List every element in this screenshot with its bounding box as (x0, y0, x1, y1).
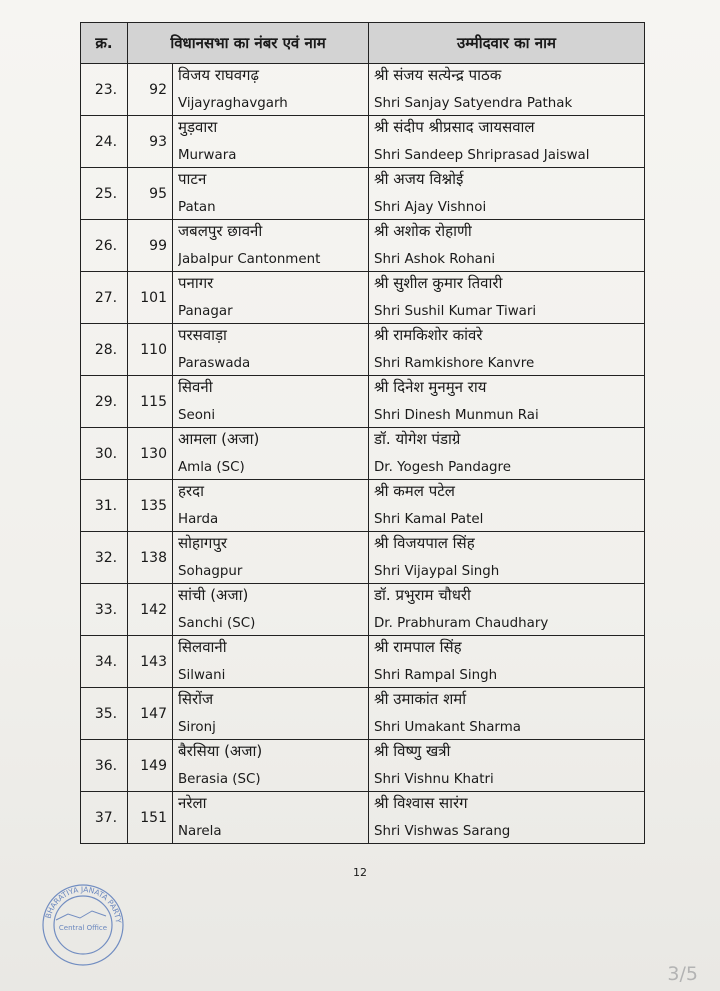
constituency-cell (173, 64, 369, 116)
constituency-name-english: Berasia (SC) (178, 772, 261, 787)
candidate-name-english: Dr. Yogesh Pandagre (374, 460, 511, 475)
constituency-name-english: Paraswada (178, 356, 251, 371)
constituency-name-hindi: नरेला (178, 794, 207, 812)
constituency-name-hindi: मुड़वारा (178, 118, 218, 136)
candidate-name-english: Shri Dinesh Munmun Rai (374, 408, 539, 423)
svg-text:Central Office: Central Office (58, 924, 108, 932)
candidate-name-hindi: श्री विश्वास सारंग (374, 794, 468, 812)
table-row (81, 376, 645, 428)
constituency-name-hindi: हरदा (178, 482, 204, 500)
header-candidate: उम्मीदवार का नाम (369, 23, 645, 64)
candidate-name-english: Shri Ramkishore Kanvre (374, 356, 535, 371)
candidate-cell (369, 376, 645, 428)
candidate-cell (369, 480, 645, 532)
candidate-cell (369, 688, 645, 740)
candidate-cell (369, 220, 645, 272)
candidate-cell (369, 428, 645, 480)
candidate-name-hindi: श्री सुशील कुमार तिवारी (374, 274, 503, 292)
candidate-table (80, 22, 645, 844)
table-row (81, 792, 645, 844)
constituency-name-english: Sohagpur (178, 564, 243, 579)
serial-number: 27. (81, 272, 128, 324)
constituency-name-english: Vijayraghavgarh (178, 96, 288, 111)
constituency-name-english: Panagar (178, 304, 233, 319)
serial-number: 23. (81, 64, 128, 116)
constituency-number: 99 (128, 220, 173, 272)
constituency-number: 138 (128, 532, 173, 584)
candidate-name-english: Shri Ashok Rohani (374, 252, 496, 267)
constituency-cell (173, 116, 369, 168)
constituency-cell (173, 428, 369, 480)
serial-number: 35. (81, 688, 128, 740)
candidate-cell (369, 64, 645, 116)
constituency-name-english: Sanchi (SC) (178, 616, 256, 631)
constituency-number: 149 (128, 740, 173, 792)
constituency-name-hindi: सोहागपुर (178, 534, 227, 552)
constituency-number: 143 (128, 636, 173, 688)
serial-number: 28. (81, 324, 128, 376)
candidate-cell (369, 584, 645, 636)
constituency-number: 93 (128, 116, 173, 168)
constituency-name-hindi: बैरसिया (अजा) (178, 742, 263, 760)
candidate-name-hindi: श्री उमाकांत शर्मा (374, 690, 467, 708)
constituency-name-english: Sironj (178, 720, 216, 735)
table-row (81, 116, 645, 168)
candidate-name-hindi: श्री दिनेश मुनमुन राय (374, 378, 487, 396)
candidate-name-english: Shri Rampal Singh (374, 668, 498, 683)
constituency-number: 135 (128, 480, 173, 532)
serial-number: 32. (81, 532, 128, 584)
serial-number: 24. (81, 116, 128, 168)
constituency-name-hindi: आमला (अजा) (178, 430, 260, 448)
candidate-cell (369, 324, 645, 376)
candidate-name-english: Shri Vijaypal Singh (374, 564, 500, 579)
constituency-name-hindi: सिवनी (178, 378, 213, 396)
constituency-name-hindi: विजय राघवगढ़ (178, 66, 259, 84)
table-row (81, 688, 645, 740)
constituency-cell (173, 168, 369, 220)
candidate-name-english: Shri Sanjay Satyendra Pathak (374, 96, 573, 111)
candidate-cell (369, 636, 645, 688)
table-row (81, 480, 645, 532)
candidate-name-english: Shri Kamal Patel (374, 512, 484, 527)
constituency-cell (173, 584, 369, 636)
svg-text:BHARATIYA JANATA PARTY: BHARATIYA JANATA PARTY (43, 884, 123, 924)
constituency-name-hindi: परसवाड़ा (178, 326, 227, 344)
constituency-number: 95 (128, 168, 173, 220)
serial-number: 36. (81, 740, 128, 792)
constituency-name-english: Narela (178, 824, 222, 839)
candidate-name-hindi: श्री विजयपाल सिंह (374, 534, 475, 552)
serial-number: 37. (81, 792, 128, 844)
table-row (81, 428, 645, 480)
candidate-name-english: Shri Umakant Sharma (374, 720, 521, 735)
constituency-number: 130 (128, 428, 173, 480)
table-row (81, 64, 645, 116)
constituency-name-english: Seoni (178, 408, 216, 423)
candidate-name-english: Shri Sushil Kumar Tiwari (374, 304, 537, 319)
constituency-cell (173, 636, 369, 688)
table-row (81, 324, 645, 376)
serial-number: 31. (81, 480, 128, 532)
constituency-cell (173, 272, 369, 324)
constituency-cell (173, 376, 369, 428)
candidate-name-hindi: श्री कमल पटेल (374, 482, 455, 500)
constituency-cell (173, 324, 369, 376)
constituency-number: 92 (128, 64, 173, 116)
candidate-name-hindi: श्री रामकिशोर कांवरे (374, 326, 483, 344)
serial-number: 30. (81, 428, 128, 480)
party-seal-stamp (38, 880, 128, 970)
table-row (81, 272, 645, 324)
constituency-number: 101 (128, 272, 173, 324)
candidate-name-hindi: श्री विष्णु खत्री (374, 742, 451, 760)
table-row (81, 220, 645, 272)
candidate-name-hindi: डॉ. योगेश पंडाग्रे (374, 430, 461, 448)
constituency-cell (173, 792, 369, 844)
table-row (81, 532, 645, 584)
constituency-cell (173, 532, 369, 584)
constituency-cell (173, 220, 369, 272)
serial-number: 34. (81, 636, 128, 688)
candidate-name-english: Shri Sandeep Shriprasad Jaiswal (374, 148, 590, 163)
constituency-name-hindi: सांची (अजा) (178, 586, 249, 604)
constituency-name-english: Silwani (178, 668, 226, 683)
constituency-name-english: Jabalpur Cantonment (178, 252, 321, 267)
candidate-name-hindi: श्री रामपाल सिंह (374, 638, 462, 656)
constituency-name-english: Amla (SC) (178, 460, 245, 475)
serial-number: 33. (81, 584, 128, 636)
candidate-name-hindi: श्री अजय विश्नोई (374, 170, 464, 188)
candidate-name-english: Dr. Prabhuram Chaudhary (374, 616, 549, 631)
candidate-name-english: Shri Ajay Vishnoi (374, 200, 487, 215)
candidate-name-hindi: श्री संदीप श्रीप्रसाद जायसवाल (374, 118, 535, 136)
candidate-name-english: Shri Vishwas Sarang (374, 824, 511, 839)
serial-number: 25. (81, 168, 128, 220)
page-number: 12 (353, 866, 367, 879)
constituency-number: 142 (128, 584, 173, 636)
table-row (81, 636, 645, 688)
candidate-name-hindi: श्री संजय सत्येन्द्र पाठक (374, 66, 502, 84)
candidate-cell (369, 116, 645, 168)
constituency-name-hindi: पाटन (178, 170, 207, 188)
constituency-name-hindi: सिरोंज (178, 690, 214, 708)
constituency-cell (173, 480, 369, 532)
candidate-cell (369, 272, 645, 324)
serial-number: 29. (81, 376, 128, 428)
constituency-name-hindi: पनागर (178, 274, 214, 292)
constituency-number: 151 (128, 792, 173, 844)
page-counter: 3/5 (667, 963, 698, 985)
candidate-cell (369, 168, 645, 220)
table-header-row (81, 23, 645, 64)
constituency-name-english: Patan (178, 200, 216, 215)
candidate-cell (369, 532, 645, 584)
constituency-name-english: Murwara (178, 148, 237, 163)
constituency-name-hindi: सिलवानी (178, 638, 227, 656)
table-row (81, 584, 645, 636)
constituency-number: 115 (128, 376, 173, 428)
constituency-cell (173, 688, 369, 740)
constituency-number: 147 (128, 688, 173, 740)
constituency-number: 110 (128, 324, 173, 376)
constituency-name-hindi: जबलपुर छावनी (178, 222, 263, 240)
candidate-name-hindi: डॉ. प्रभुराम चौधरी (374, 586, 471, 604)
header-constituency: विधानसभा का नंबर एवं नाम (128, 23, 369, 64)
header-serial: क्र. (81, 23, 128, 64)
constituency-name-english: Harda (178, 512, 219, 527)
table-row (81, 740, 645, 792)
constituency-cell (173, 740, 369, 792)
candidate-name-hindi: श्री अशोक रोहाणी (374, 222, 472, 240)
table-row (81, 168, 645, 220)
serial-number: 26. (81, 220, 128, 272)
candidate-cell (369, 740, 645, 792)
candidate-name-english: Shri Vishnu Khatri (374, 772, 494, 787)
candidate-cell (369, 792, 645, 844)
